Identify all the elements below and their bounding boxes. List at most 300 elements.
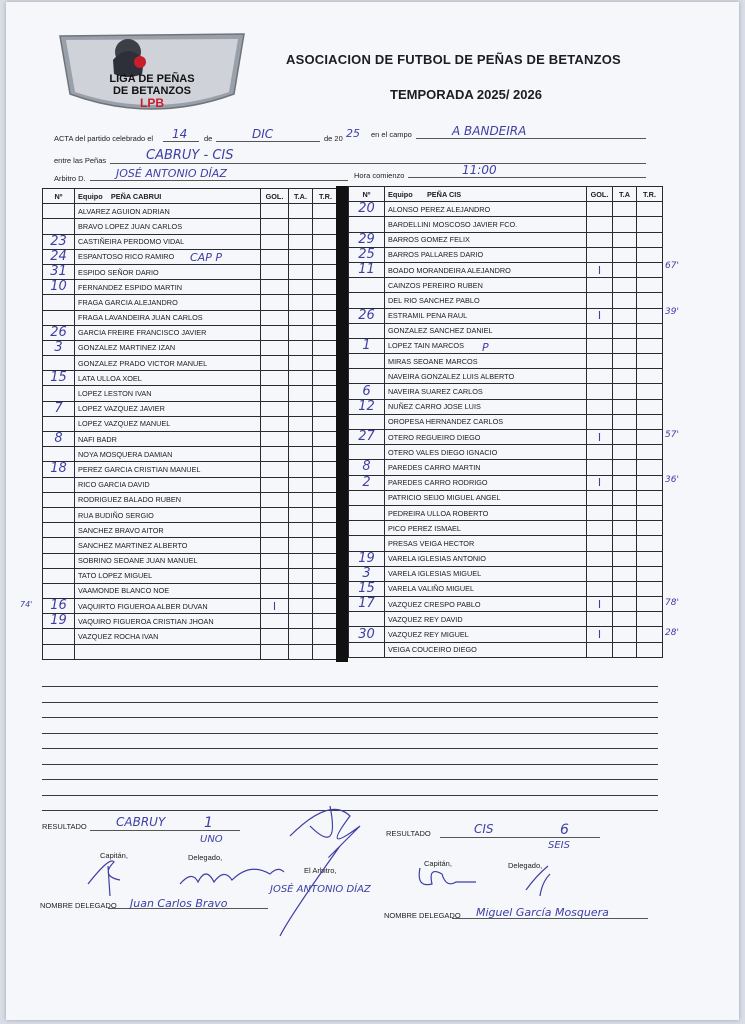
player-goals — [261, 523, 289, 538]
player-red — [313, 356, 339, 371]
player-red — [313, 310, 339, 325]
player-yellow — [289, 249, 313, 264]
right-player-row — [349, 460, 663, 475]
right-col-red: T.R. — [637, 187, 663, 202]
acta-label: ACTA del partido celebrado el — [54, 134, 154, 143]
player-goals — [587, 566, 613, 581]
player-red — [637, 293, 663, 308]
right-player-row — [349, 597, 663, 612]
player-goals — [587, 247, 613, 262]
player-red — [313, 280, 339, 295]
player-yellow — [289, 507, 313, 522]
player-number: 3 — [349, 566, 385, 581]
right-player-row — [349, 262, 663, 277]
player-name: VARELA IGLESIAS MIGUEL — [385, 566, 587, 581]
player-goals — [587, 581, 613, 596]
player-yellow — [289, 416, 313, 431]
right-player-row — [349, 445, 663, 460]
player-red — [637, 414, 663, 429]
left-captain-signature — [88, 861, 120, 896]
player-number: 30 — [349, 627, 385, 642]
player-red — [313, 204, 339, 219]
player-yellow — [613, 445, 637, 460]
player-red — [313, 644, 339, 659]
goal-minute-note: 39' — [665, 307, 679, 318]
player-yellow — [289, 538, 313, 553]
player-goals: I — [587, 308, 613, 323]
league-logo — [58, 30, 246, 120]
player-number: 1 — [349, 338, 385, 353]
player-red — [637, 460, 663, 475]
player-yellow — [289, 629, 313, 644]
player-name: NOYA MOSQUERA DAMIAN — [75, 447, 261, 462]
player-number — [349, 217, 385, 232]
player-name: PAREDES CARRO MARTIN — [385, 460, 587, 475]
player-goals — [587, 399, 613, 414]
player-number — [43, 507, 75, 522]
player-number — [43, 523, 75, 538]
right-header-row — [349, 187, 663, 202]
player-goals — [587, 445, 613, 460]
month-line — [216, 141, 320, 142]
player-red — [313, 553, 339, 568]
player-yellow — [289, 356, 313, 371]
right-player-row — [349, 490, 663, 505]
season-title: TEMPORADA 2025/ 2026 — [390, 87, 542, 102]
referee-name-signed: JOSÉ ANTONIO DÍAZ — [270, 884, 371, 895]
player-name: GONZALEZ PRADO VICTOR MANUEL — [75, 356, 261, 371]
left-delegate-signature — [180, 869, 284, 884]
player-goals — [261, 264, 289, 279]
player-number — [43, 583, 75, 598]
player-name: OTERO REGUEIRO DIEGO — [385, 430, 587, 445]
right-captain-signature — [419, 868, 476, 885]
player-name: TATO LOPEZ MIGUEL — [75, 568, 261, 583]
player-name: FERNANDEZ ESPIDO MARTIN — [75, 280, 261, 295]
player-goals — [261, 249, 289, 264]
player-yellow — [613, 414, 637, 429]
player-red — [637, 475, 663, 490]
player-name: SOBRINO SEOANE JUAN MANUEL — [75, 553, 261, 568]
player-goals — [261, 356, 289, 371]
left-player-row — [43, 310, 339, 325]
player-red — [313, 416, 339, 431]
player-goals — [261, 371, 289, 386]
right-player-row — [349, 202, 663, 217]
left-player-row — [43, 507, 339, 522]
left-player-row — [43, 614, 339, 629]
player-number — [349, 414, 385, 429]
player-goals — [587, 232, 613, 247]
left-player-row — [43, 340, 339, 355]
observation-line — [42, 779, 658, 780]
referee-sign-label: El Arbitro, — [304, 866, 337, 875]
logo-text-line-2: DE BETANZOS — [112, 85, 192, 97]
player-yellow — [289, 614, 313, 629]
teams-line — [110, 163, 646, 164]
player-number — [349, 505, 385, 520]
right-result-label: RESULTADO — [386, 829, 431, 838]
player-red — [313, 477, 339, 492]
player-red — [313, 507, 339, 522]
right-player-row — [349, 399, 663, 414]
player-yellow — [289, 264, 313, 279]
player-name: FRAGA GARCIA ALEJANDRO — [75, 295, 261, 310]
player-red — [637, 247, 663, 262]
player-goals — [587, 490, 613, 505]
left-player-row — [43, 401, 339, 416]
right-player-row — [349, 475, 663, 490]
player-number: 19 — [43, 614, 75, 629]
month-value: DIC — [252, 127, 274, 141]
right-delegate-name: Miguel García Mosquera — [476, 906, 609, 919]
association-title: ASOCIACION DE FUTBOL DE PEÑAS DE BETANZOS — [286, 52, 621, 67]
player-number — [43, 629, 75, 644]
player-yellow — [289, 371, 313, 386]
player-number: 6 — [349, 384, 385, 399]
player-yellow — [613, 475, 637, 490]
player-name: GONZALEZ SANCHEZ DANIEL — [385, 323, 587, 338]
player-red — [313, 401, 339, 416]
left-player-row — [43, 264, 339, 279]
player-goals: I — [587, 597, 613, 612]
left-col-goals: GOL. — [261, 189, 289, 204]
right-player-row — [349, 627, 663, 642]
right-player-row — [349, 566, 663, 581]
right-team-name: PEÑA CIS — [426, 189, 462, 199]
player-yellow — [289, 568, 313, 583]
player-yellow — [613, 521, 637, 536]
player-number: 17 — [349, 597, 385, 612]
start-line — [408, 177, 646, 178]
player-name: BOADO MORANDEIRA ALEJANDRO — [385, 262, 587, 277]
right-player-row — [349, 384, 663, 399]
player-yellow — [289, 325, 313, 340]
left-player-row — [43, 583, 339, 598]
player-red — [637, 536, 663, 551]
right-player-row — [349, 505, 663, 520]
player-number — [349, 536, 385, 551]
left-result-label: RESULTADO — [42, 822, 87, 831]
player-name: VARELA VALIÑO MIGUEL — [385, 581, 587, 596]
left-player-row — [43, 219, 339, 234]
player-number: 23 — [43, 234, 75, 249]
observation-line — [42, 717, 658, 718]
right-col-yellow: T.A — [613, 187, 637, 202]
player-number — [349, 278, 385, 293]
player-yellow — [289, 295, 313, 310]
player-red — [313, 599, 339, 614]
player-red — [637, 232, 663, 247]
player-name: VAZQUEZ ROCHA IVAN — [75, 629, 261, 644]
right-player-row — [349, 308, 663, 323]
player-goals — [261, 280, 289, 295]
player-number — [43, 204, 75, 219]
player-red — [637, 566, 663, 581]
observation-line — [42, 764, 658, 765]
left-player-row — [43, 644, 339, 659]
player-number — [43, 416, 75, 431]
day-value: 14 — [172, 127, 188, 141]
player-number — [43, 553, 75, 568]
field-value: A BANDEIRA — [452, 124, 527, 138]
year-value: 25 — [346, 127, 360, 140]
left-col-yellow: T.A. — [289, 189, 313, 204]
player-yellow — [613, 354, 637, 369]
player-goals: I — [261, 599, 289, 614]
left-player-row — [43, 462, 339, 477]
player-yellow — [613, 566, 637, 581]
player-red — [637, 627, 663, 642]
referee-line — [90, 180, 348, 181]
player-name: VAZQUEZ REY DAVID — [385, 612, 587, 627]
player-number: 7 — [43, 401, 75, 416]
player-red — [637, 217, 663, 232]
referee-value: JOSÉ ANTONIO DÍAZ — [116, 167, 227, 180]
player-yellow — [613, 323, 637, 338]
player-name: PAREDES CARRO RODRIGO — [385, 475, 587, 490]
player-number: 11 — [349, 262, 385, 277]
player-goals — [261, 234, 289, 249]
player-number: 29 — [349, 232, 385, 247]
de-label: de — [204, 134, 213, 143]
player-goals — [587, 551, 613, 566]
player-name: ESTRAMIL PENA RAUL — [385, 308, 587, 323]
player-goals — [261, 447, 289, 462]
left-player-row — [43, 447, 339, 462]
right-player-row — [349, 521, 663, 536]
teams-value: CABRUY - CIS — [146, 148, 234, 163]
player-number: 3 — [43, 340, 75, 355]
observation-line — [42, 748, 658, 749]
player-red — [637, 384, 663, 399]
player-number: 16 — [43, 599, 75, 614]
player-name: VEIGA COUCEIRO DIEGO — [385, 642, 587, 657]
player-name: PICO PEREZ ISMAEL — [385, 521, 587, 536]
right-player-row — [349, 232, 663, 247]
player-red — [637, 308, 663, 323]
left-player-row — [43, 204, 339, 219]
player-red — [637, 642, 663, 657]
player-yellow — [289, 644, 313, 659]
player-goals — [261, 583, 289, 598]
observation-line — [42, 686, 658, 687]
left-player-row — [43, 629, 339, 644]
player-name: PRESAS VEIGA HECTOR — [385, 536, 587, 551]
player-number: 8 — [43, 432, 75, 447]
player-red — [313, 583, 339, 598]
player-goals — [261, 538, 289, 553]
player-name: VAZQUEZ REY MIGUEL — [385, 627, 587, 642]
player-goals — [587, 278, 613, 293]
player-red — [637, 354, 663, 369]
player-goals — [587, 642, 613, 657]
left-delegate-label: Delegado, — [188, 853, 223, 862]
player-goals — [261, 204, 289, 219]
player-number: 20 — [349, 202, 385, 217]
player-yellow — [613, 384, 637, 399]
left-player-row — [43, 325, 339, 340]
player-name: FRAGA LAVANDEIRA JUAN CARLOS — [75, 310, 261, 325]
player-goals — [261, 219, 289, 234]
player-goals — [261, 386, 289, 401]
player-red — [637, 551, 663, 566]
player-number: 8 — [349, 460, 385, 475]
player-goals — [261, 462, 289, 477]
player-goals — [587, 505, 613, 520]
player-yellow — [613, 627, 637, 642]
player-goals — [261, 614, 289, 629]
left-player-row — [43, 568, 339, 583]
left-result-words: UNO — [200, 834, 223, 845]
player-number — [349, 354, 385, 369]
player-red — [313, 538, 339, 553]
logo-text-line-1: LIGA DE PEÑAS — [109, 73, 195, 85]
player-goals — [261, 492, 289, 507]
right-player-row — [349, 536, 663, 551]
player-number: 24 — [43, 249, 75, 264]
player-name: NUÑEZ CARRO JOSE LUIS — [385, 399, 587, 414]
year-label: de 20 — [324, 134, 343, 143]
day-line — [163, 141, 199, 142]
right-player-row — [349, 247, 663, 262]
player-number — [43, 644, 75, 659]
player-name: PEDREIRA ULLOA ROBERTO — [385, 505, 587, 520]
player-name: LOPEZ LESTON IVAN — [75, 386, 261, 401]
player-yellow — [613, 460, 637, 475]
right-col-number: Nº — [349, 187, 385, 202]
player-yellow — [613, 399, 637, 414]
right-player-row — [349, 323, 663, 338]
player-name: BARROS GOMEZ FELIX — [385, 232, 587, 247]
left-result-team: CABRUY — [116, 815, 166, 829]
left-player-row — [43, 386, 339, 401]
player-red — [313, 568, 339, 583]
goal-minute-note: 28' — [665, 628, 679, 639]
player-goals — [587, 217, 613, 232]
player-number: 18 — [43, 462, 75, 477]
logo-text-line-3: LPB — [140, 96, 164, 110]
player-number: 26 — [43, 325, 75, 340]
team-separator-bar — [336, 186, 348, 662]
player-yellow — [613, 278, 637, 293]
player-red — [637, 490, 663, 505]
player-number — [43, 386, 75, 401]
referee-label: Arbitro D. — [54, 174, 86, 183]
player-yellow — [613, 430, 637, 445]
player-yellow — [613, 262, 637, 277]
player-yellow — [289, 492, 313, 507]
player-number — [43, 538, 75, 553]
player-red — [313, 462, 339, 477]
right-player-row — [349, 338, 663, 353]
player-number: 27 — [349, 430, 385, 445]
player-red — [637, 278, 663, 293]
referee-signature — [280, 806, 360, 936]
player-red — [637, 323, 663, 338]
player-yellow — [613, 551, 637, 566]
player-name: SANCHEZ MARTINEZ ALBERTO — [75, 538, 261, 553]
player-name: NAVEIRA SUAREZ CARLOS — [385, 384, 587, 399]
player-number: 19 — [349, 551, 385, 566]
right-col-team — [385, 187, 587, 202]
player-goals: I — [587, 430, 613, 445]
goal-minute-note: 36' — [665, 475, 679, 486]
player-number — [349, 521, 385, 536]
left-player-row — [43, 599, 339, 614]
right-player-row — [349, 414, 663, 429]
left-delegate-name-label: NOMBRE DELEGADO — [40, 901, 117, 910]
player-number — [43, 295, 75, 310]
player-yellow — [613, 217, 637, 232]
player-yellow — [289, 401, 313, 416]
player-red — [313, 386, 339, 401]
player-name: RICO GARCIA DAVID — [75, 477, 261, 492]
player-name: LATA ULLOA XOEL — [75, 371, 261, 386]
player-name: VAQUIRTO FIGUEROA ALBER DUVAN — [75, 599, 261, 614]
right-col-team-label: Equipo — [388, 189, 413, 199]
player-red — [313, 629, 339, 644]
left-player-row — [43, 371, 339, 386]
right-result-score: 6 — [560, 822, 569, 838]
player-name: VAZQUEZ CRESPO PABLO — [385, 597, 587, 612]
player-name: GARCIA FREIRE FRANCISCO JAVIER — [75, 325, 261, 340]
player-number — [43, 568, 75, 583]
left-player-row — [43, 432, 339, 447]
left-player-row — [43, 492, 339, 507]
player-red — [313, 614, 339, 629]
left-player-row — [43, 416, 339, 431]
player-red — [637, 430, 663, 445]
right-result-words: SEIS — [548, 840, 570, 851]
player-name: VAQUIRO FIGUEROA CRISTIAN JHOAN — [75, 614, 261, 629]
player-name: NAFI BADR — [75, 432, 261, 447]
player-yellow — [613, 490, 637, 505]
player-goals — [261, 432, 289, 447]
left-col-red: T.R. — [313, 189, 339, 204]
player-red — [313, 340, 339, 355]
player-goals — [587, 323, 613, 338]
player-number — [43, 356, 75, 371]
left-header-row — [43, 189, 339, 204]
player-goals — [261, 477, 289, 492]
player-number — [349, 293, 385, 308]
player-goals — [587, 293, 613, 308]
player-number — [43, 310, 75, 325]
player-name: DEL RIO SANCHEZ PABLO — [385, 293, 587, 308]
field-label: en el campo — [371, 130, 412, 139]
player-name: OROPESA HERNANDEZ CARLOS — [385, 414, 587, 429]
player-yellow — [289, 553, 313, 568]
left-player-row — [43, 356, 339, 371]
player-number: 25 — [349, 247, 385, 262]
player-number: 10 — [43, 280, 75, 295]
left-result-score: 1 — [204, 815, 213, 831]
player-goals — [587, 369, 613, 384]
observation-line — [42, 733, 658, 734]
player-name: PEREZ GARCIA CRISTIAN MANUEL — [75, 462, 261, 477]
player-red — [313, 432, 339, 447]
signatures — [80, 796, 660, 946]
right-delegate-label: Delegado, — [508, 861, 543, 870]
player-name: NAVEIRA GONZALEZ LUIS ALBERTO — [385, 369, 587, 384]
left-player-row — [43, 523, 339, 538]
player-name: CAINZOS PEREIRO RUBEN — [385, 278, 587, 293]
player-number: 26 — [349, 308, 385, 323]
player-name: VARELA IGLESIAS ANTONIO — [385, 551, 587, 566]
player-yellow — [289, 583, 313, 598]
player-number: 31 — [43, 264, 75, 279]
